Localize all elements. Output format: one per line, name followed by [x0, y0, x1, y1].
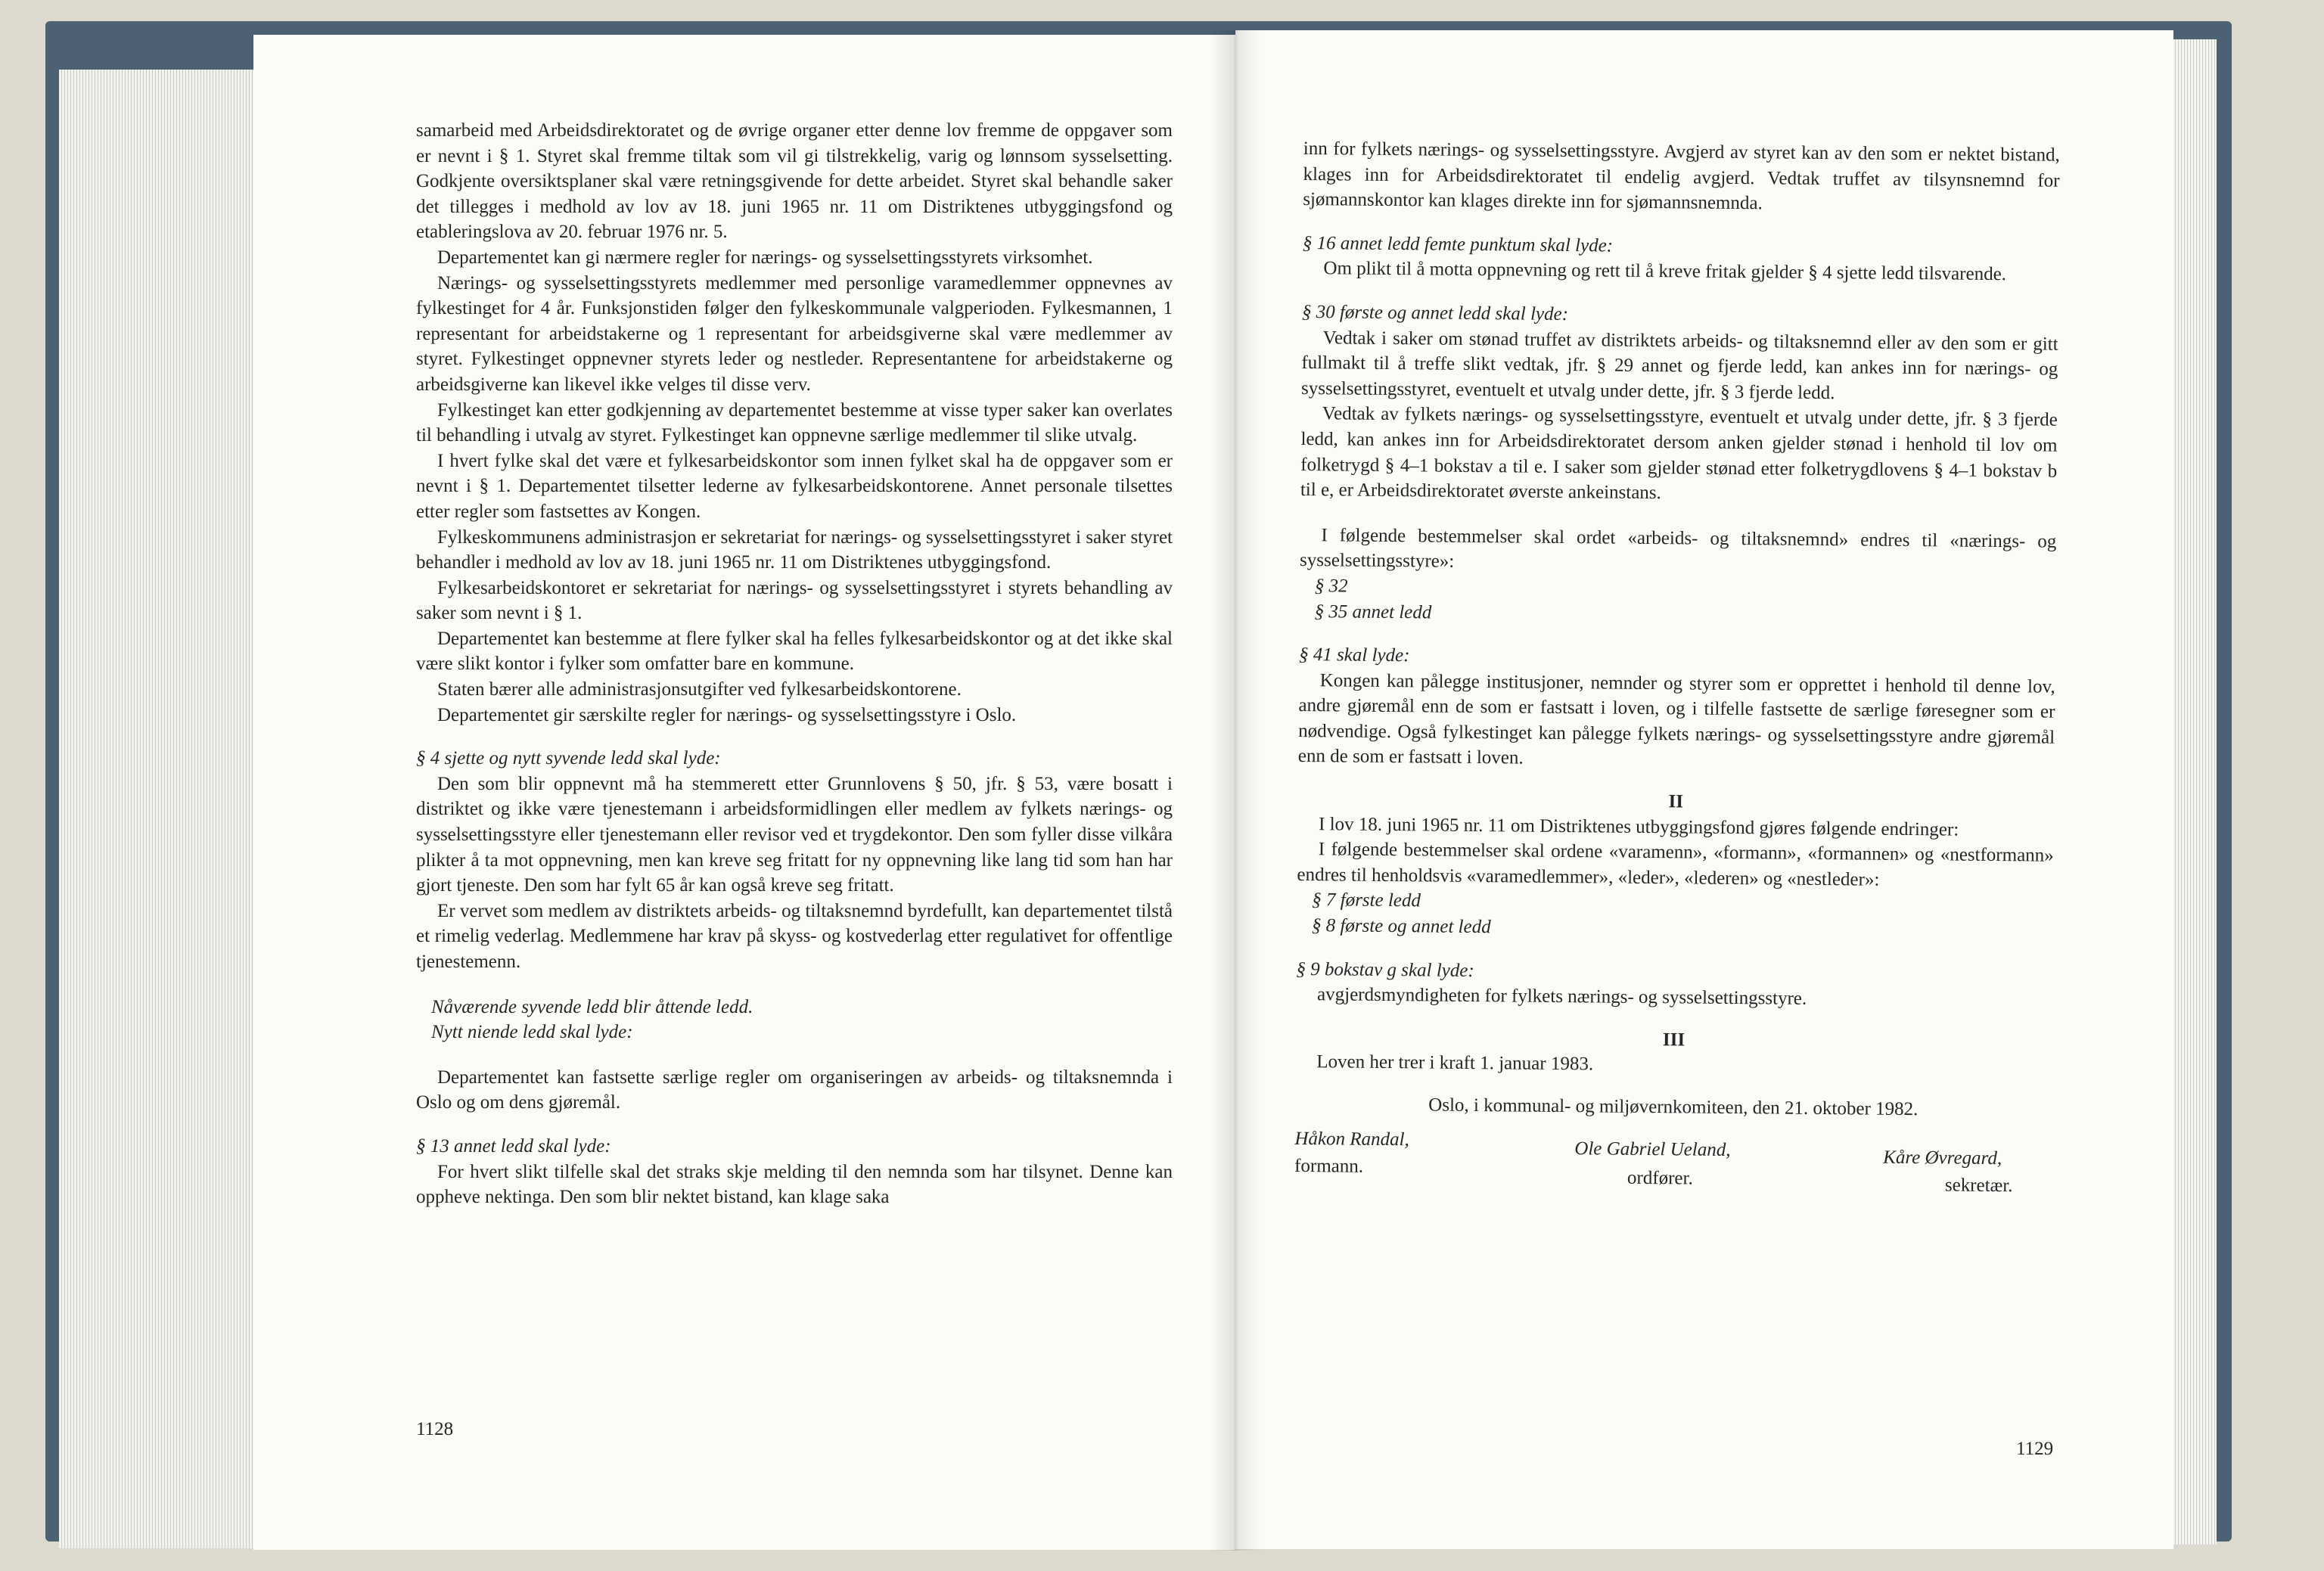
- page-number: 1128: [416, 1419, 454, 1439]
- paragraph: I følgende bestemmelser skal ordene «varamenn», «formann», «formannen» og «nestformann» endres til henholdsvis «varamedlemmer», «leder», «lederen» og «nestleder»:: [1297, 839, 2054, 890]
- right-page-text: [1294, 136, 2060, 1220]
- left-page-text: [416, 118, 1173, 1210]
- paragraph: Loven her trer i kraft 1. januar 1983.: [1316, 1051, 1594, 1075]
- part-heading: II: [1668, 791, 1684, 812]
- paragraph: Fylkesarbeidskontoret er sekretariat for nærings- og sysselsettingsstyret i styrets behandling av saker som nevnt i § 1.: [416, 577, 1173, 624]
- paragraph: inn for fylkets nærings- og sysselsettingsstyre. Avgjerd av styret kan av den som er nektet bistand, klages inn for Arbeidsdirektoratet til endelig avgjerd. Vedtak truffet av tilsynsnemnd for sjømannskontor kan klages direkte inn for sjømannsnemnda.: [1303, 138, 2060, 214]
- signature-name: Ole Gabriel Ueland,: [1574, 1138, 1731, 1160]
- part-heading: III: [1662, 1029, 1686, 1051]
- page-number: 1129: [2016, 1439, 2054, 1459]
- paragraph: samarbeid med Arbeidsdirektoratet og de øvrige organer etter denne lov fremme de oppgaver som er nevnt i § 1. Styret skal fremme tiltak som vil gi tilstrekkelig, varig og lønnsom sysselsetting. Godkjente oversiktsplaner skal være retningsgivende for dette arbeidet. Styret skal behandle saker det tillegges i medhold av lov av 18. juni 1965 nr. 11 om Distriktenes utbyggingsfond og etableringslova av 20. februar 1976 nr. 5.: [416, 120, 1173, 243]
- section-reference: § 35 annet ledd: [1314, 601, 1432, 623]
- paragraph: I følgende bestemmelser skal ordet «arbeids- og tiltaksnemnd» endres til «nærings- og sysselsettingsstyre»:: [1299, 524, 2057, 573]
- page-edges-right: [2170, 39, 2217, 1545]
- section-heading: Nåværende syvende ledd blir åttende ledd.: [431, 996, 753, 1017]
- paragraph: Fylkeskommunens administrasjon er sekretariat for nærings- og sysselsettingsstyret i saker styret behandler i medhold av lov av 18. juni 1965 nr. 11 om Distriktenes utbyggingsfond.: [416, 526, 1173, 573]
- paragraph: Den som blir oppnevnt må ha stemmerett etter Grunnlovens § 50, jfr. § 53, være bosatt i distriktet og ikke være tjenestemann i arbeidsformidlingen eller medlem av fylkets nærings- og sysselsettingsstyre eller tjenestemann eller revisor ved et trygdekontor. Den som fyller disse vilkåra plikter å ta mot oppnevning, men kan kreve seg fritatt for ny oppnevning like lang tid som han har gjort tjeneste. Den som har fylt 65 år kan også kreve seg fritatt.: [416, 773, 1173, 896]
- section-heading: § 9 bokstav g skal lyde:: [1296, 958, 1474, 981]
- paragraph: I hvert fylke skal det være et fylkesarbeidskontor som innen fylket skal ha de oppgaver som er nevnt i § 1. Departementet tilsetter lederne av fylkesarbeidskontorene. Annet personale tilsettes etter regler som fastsettes av Kongen.: [416, 450, 1173, 522]
- paragraph: Fylkestinget kan etter godkjenning av departementet bestemme at visse typer saker kan overlates til behandling i utvalg av styret. Fylkestinget kan oppnevne særlige medlemmer til slike utvalg.: [416, 399, 1173, 446]
- section-heading: § 16 annet ledd femte punktum skal lyde:: [1302, 232, 1614, 256]
- paragraph: Er vervet som medlem av distriktets arbeids- og tiltaksnemnd byrdefullt, kan departementet tilstå et rimelig vederlag. Medlemmene har krav på skyss- og kostvederlag etter regulativet for offentlige tjenestemenn.: [416, 900, 1173, 972]
- paragraph: Departementet kan gi nærmere regler for nærings- og sysselsettingsstyrets virksomhet.: [437, 247, 1093, 268]
- signature-role: sekretær.: [1944, 1175, 2013, 1196]
- paragraph: Departementet kan fastsette særlige regler om organiseringen av arbeids- og tiltaksnemnda i Oslo og om dens gjøremål.: [416, 1066, 1173, 1113]
- section-heading: § 13 annet ledd skal lyde:: [416, 1135, 611, 1157]
- paragraph: Om plikt til å motta oppnevning og rett til å kreve fritak gjelder § 4 sjette ledd tilsvarende.: [1323, 258, 2007, 285]
- signature-role: ordfører.: [1626, 1167, 1693, 1189]
- paragraph: avgjerdsmyndigheten for fylkets nærings- og sysselsettingsstyre.: [1316, 984, 1807, 1010]
- paragraph: Kongen kan pålegge institusjoner, nemnder og styrer som er opprettet i henhold til denne lov, andre gjøremål enn de som er fastsatt i loven, og i tilfelle fastsette de særlige føresegner som er nødvendige. Også fylkestinget kan pålegge fylkets nærings- og sysselsettingsstyre andre gjøremål enn de som er fastsatt i loven.: [1297, 669, 2055, 769]
- page-edges-left: [59, 70, 257, 1548]
- section-reference: § 7 første ledd: [1312, 890, 1421, 911]
- paragraph: Departementet gir særskilte regler for nærings- og sysselsettingsstyre i Oslo.: [437, 704, 1017, 725]
- paragraph: For hvert slikt tilfelle skal det straks skje melding til den nemnda som har tilsynet. Denne kan oppheve nektinga. Den som blir nektet bistand, kan klage saka: [416, 1161, 1173, 1208]
- section-reference: § 8 første og annet ledd: [1311, 915, 1491, 938]
- paragraph: Vedtak i saker om stønad truffet av distriktets arbeids- og tiltaksnemnd eller av den som er gitt fullmakt til å treffe slikt vedtak, jfr. § 29 annet og fjerde ledd, kan ankes inn for nærings- og sysselsettingsstyret, eventuelt et utvalg under dette, jfr. § 3 fjerde ledd.: [1300, 327, 2058, 403]
- signature-block: [1294, 1123, 2052, 1221]
- paragraph: I lov 18. juni 1965 nr. 11 om Distriktenes utbyggingsfond gjøres følgende endringer:: [1318, 813, 1959, 840]
- section-reference: § 32: [1314, 576, 1348, 597]
- section-heading: § 41 skal lyde:: [1298, 644, 1410, 666]
- signature-name: Håkon Randal,: [1294, 1128, 1409, 1150]
- signature-role: formann.: [1294, 1155, 1364, 1177]
- right-page: [1235, 30, 2173, 1549]
- paragraph: Nærings- og sysselsettingsstyrets medlemmer med personlige varamedlemmer oppnevnes av fylkestinget for 4 år. Funksjonstiden følger den fylkeskommunale valgperioden. Fylkesmannen, 1 representant for arbeidstakerne og 1 representant for arbeidsgiverne skal være medlemmer av styret. Fylkestinget oppnevner styrets leder og nestleder. Representantene for arbeidstakerne og arbeidsgiverne kan likevel ikke velges til disse verv.: [416, 272, 1173, 395]
- section-heading: Nytt niende ledd skal lyde:: [431, 1022, 633, 1043]
- signature-name: Kåre Øvregard,: [1883, 1147, 2002, 1169]
- date-line: Oslo, i kommunal- og miljøvernkomiteen, den 21. oktober 1982.: [1428, 1094, 1919, 1120]
- paragraph: Staten bærer alle administrasjonsutgifter ved fylkesarbeidskontorene.: [437, 679, 962, 700]
- section-heading: § 30 første og annet ledd skal lyde:: [1301, 301, 1569, 325]
- paragraph: Vedtak av fylkets nærings- og sysselsettingsstyre, eventuelt et utvalg under dette, jfr. § 3 fjerde ledd, kan ankes inn for Arbeidsdirektoratet dersom anken gjelder stønad i henhold til lov om folketrygd § 4–1 bokstav a til e. I saker som gjelder stønad etter folketrygdlovens § 4–1 bokstav b til e, er Arbeidsdirektoratet øverste ankeinstans.: [1300, 403, 2058, 504]
- section-heading: § 4 sjette og nytt syvende ledd skal lyde:: [416, 748, 721, 769]
- book-gutter: [1210, 30, 1260, 1551]
- paragraph: Departementet kan bestemme at flere fylker skal ha felles fylkesarbeidskontor og at det ikke skal være slikt kontor i fylker som omfatter bare en kommune.: [416, 628, 1173, 675]
- left-page: [253, 35, 1235, 1550]
